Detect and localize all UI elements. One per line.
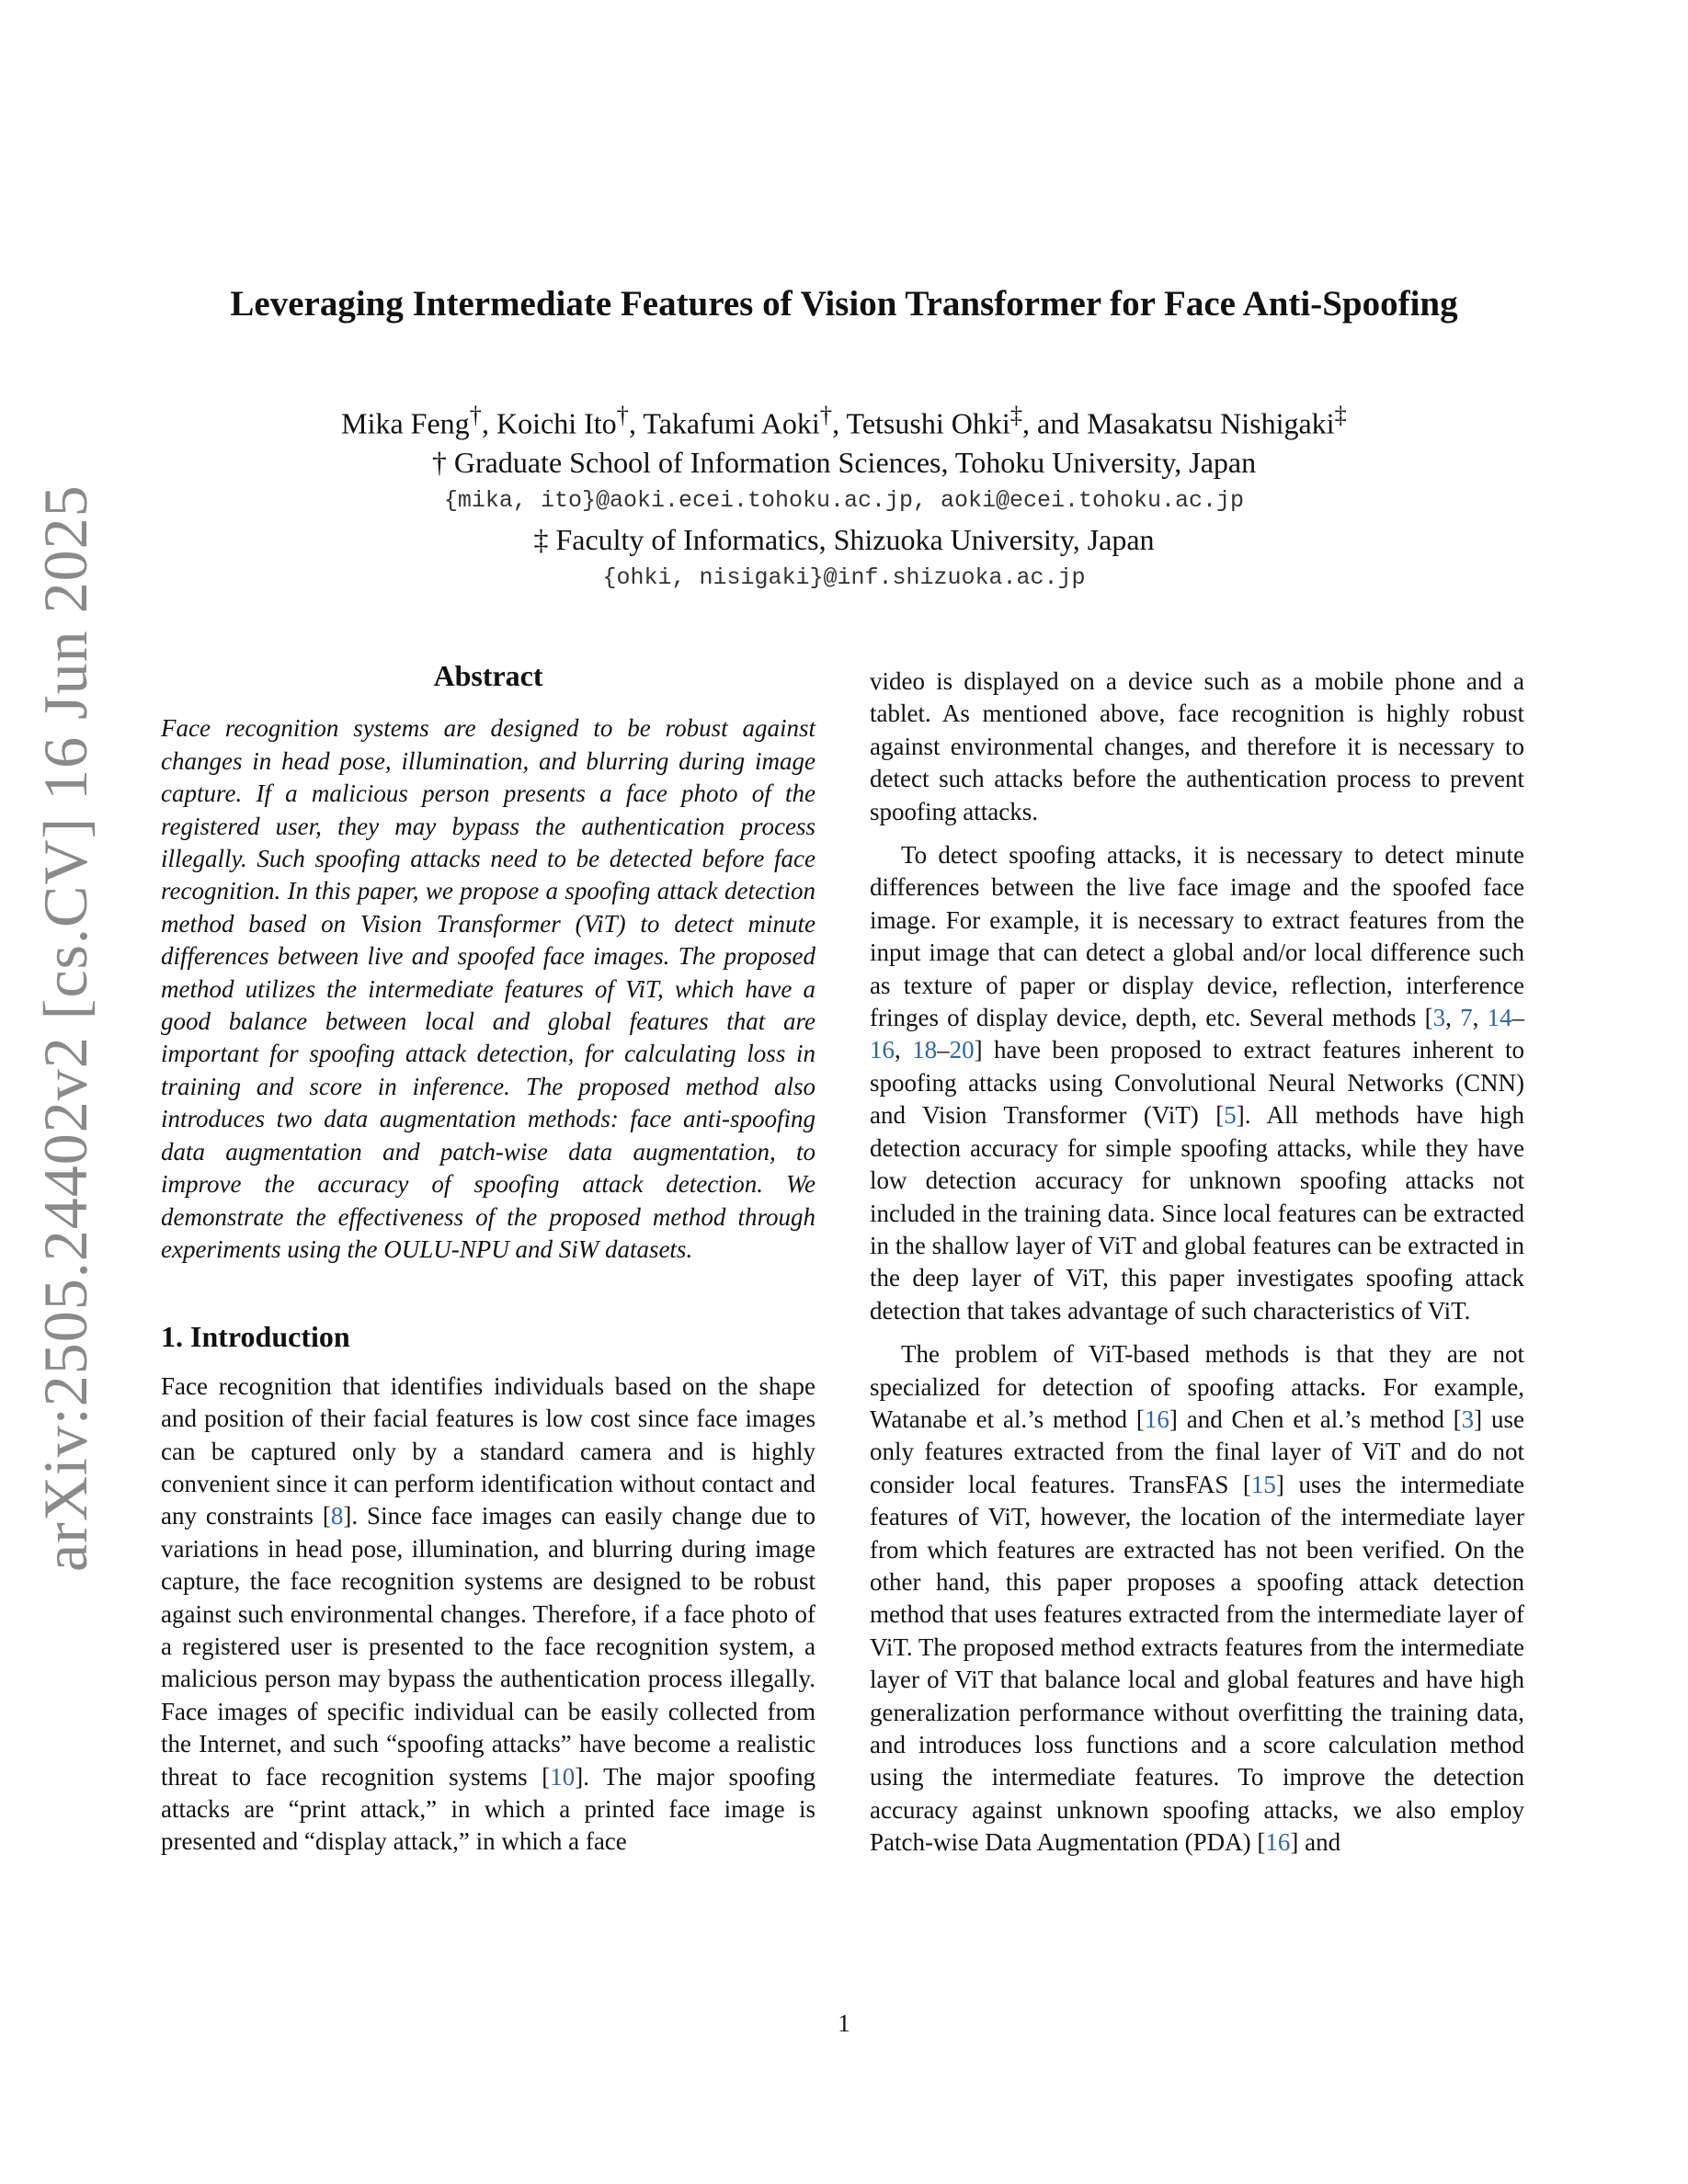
author-conjunction: and [1037,406,1080,440]
citation-link[interactable]: 10 [550,1762,576,1791]
affiliation-mark: † [616,401,629,428]
text-run: ] and Chen et al.’s method [ [1169,1405,1462,1433]
affiliation-shizuoka: ‡ Faculty of Informatics, Shizuoka University, Japan [533,522,1155,556]
affiliation-mark: † [819,401,833,428]
text-run: – [1511,1004,1525,1032]
author-name: Mika Feng [341,406,470,440]
citation-link[interactable]: 16 [870,1036,895,1064]
text-run: ] have been proposed to extract features inherent to spoofing attacks using Convolutional Neural Networks (CNN) and Vision Transformer (ViT) [ [870,1036,1525,1130]
affiliation-mark: ‡ [1009,401,1023,428]
email-list-tohoku: {mika, ito}@aoki.ecei.tohoku.ac.jp, aoki@ecei.tohoku.ac.jp [443,486,1245,514]
citation-link[interactable]: 7 [1460,1004,1473,1032]
text-run: Face recognition that identifies individuals based on the shape and position of their facial features is low cost since face images can be captured only by a standard camera and is highly convenient since it can perform identification without contact and any constraints [ [161,1371,815,1530]
text-run: ] uses the intermediate features of ViT, however, the location of the intermediate layer from which features are extracted has not been verified. On the other hand, this paper proposes a spoofing attack detection method that uses features extracted from the intermediate layer of ViT. The proposed method extracts features from the intermediate layer of ViT that balance local and global features and have high generalization performance without overfitting the training data, and introduces loss functions and a score calculation method using the intermediate features. To improve the detection accuracy against unknown spoofing attacks, we also employ Patch-wise Data Augmentation (PDA) [ [870,1470,1524,1857]
citation-link[interactable]: 3 [1461,1405,1475,1433]
email-list-shizuoka: {ohki, nisigaki}@inf.shizuoka.ac.jp [602,563,1086,591]
introduction-heading: 1. Introduction [161,1320,350,1354]
left-column [161,660,815,1870]
affiliation-mark: † [469,401,482,428]
author-name: Takafumi Aoki [643,406,820,440]
author-name: Masakatsu Nishigaki [1087,406,1335,440]
affiliation-mark: ‡ [1334,401,1347,428]
citation-link[interactable]: 5 [1224,1101,1237,1130]
text-run: The problem of ViT-based methods is that they are not specialized for detection of spoofing attacks. For example, Watanabe et al.’s method [ [870,1340,1524,1433]
right-column [870,665,1524,1871]
author-name: Koichi Ito [496,406,617,440]
abstract-heading: Abstract [433,659,543,692]
text-run: ] use only features extracted from the final layer of ViT and do not consider local features. TransFAS [ [870,1405,1524,1498]
arxiv-identifier: arXiv:2505.24402v2 [cs.CV] 16 Jun 2025 [30,484,100,1572]
text-run: , [895,1036,913,1064]
text-run: ] and [1290,1828,1341,1857]
paper-title: Leveraging Intermediate Features of Vision Transformer for Face Anti-Spoofing [230,284,1458,324]
affiliation-tohoku: † Graduate School of Information Sciences, Tohoku University, Japan [431,445,1257,479]
text-run: – [937,1036,950,1064]
citation-link[interactable]: 15 [1250,1470,1276,1498]
author-name: Tetsushi Ohki [846,406,1010,440]
intro-paragraph [870,839,1524,1327]
text-run: ]. Since face images can easily change due to variations in head pose, illumination, and blurring during image capture, the face recognition systems are designed to be robust against such environmental changes. Therefore, if a face photo of a registered user is presented to the face recognition system, a malicious person may bypass the authentication process illegally. Face images of specific individual can be easily collected from the Internet, and such “spoofing attacks” have become a realistic threat to face recognition systems [ [161,1502,816,1791]
citation-link[interactable]: 8 [330,1502,344,1530]
author-list: Mika Feng†, Koichi Ito†, Takafumi Aoki†, Tetsushi Ohki‡, and Masakatsu Nishigaki‡ [341,401,1347,440]
citation-link[interactable]: 20 [949,1036,975,1064]
intro-paragraph-continued: video is displayed on a device such as a mobile phone and a tablet. As mentioned above, face recognition is highly robust against environmental changes, and therefore it is necessary to detect such attacks before the authentication process to prevent spoofing attacks. [870,667,1524,825]
citation-link[interactable]: 16 [1144,1405,1169,1433]
author-block [0,395,1688,597]
text-run: , [1445,1004,1461,1032]
citation-link[interactable]: 16 [1265,1828,1291,1857]
page-number: 1 [838,2009,850,2037]
intro-paragraph [161,1371,815,1859]
citation-link[interactable]: 14 [1487,1004,1512,1032]
citation-link[interactable]: 3 [1432,1004,1446,1032]
text-run: ]. The major spoofing attacks are “print attack,” in which a printed face image is presented and “display attack,” in which a face [161,1762,815,1856]
text-run: , [1472,1004,1488,1032]
text-run: To detect spoofing attacks, it is necessary to detect minute differences between the live face image and the spoofed face image. For example, it is necessary to extract features from the input image that can detect a global and/or local difference such as texture of paper or display device, reflection, interference fringes of display device, depth, etc. Several methods [ [870,841,1524,1032]
intro-paragraph [870,1338,1524,1860]
abstract-text: Face recognition systems are designed to be robust against changes in head pose, illumination, and blurring during image capture. If a malicious person presents a face photo of the registered user, they may bypass the authentication process illegally. Such spoofing attacks need to be detected before face recognition. In this paper, we propose a spoofing attack detection method based on Vision Transformer (ViT) to detect minute differences between live and spoofed face images. The proposed method utilizes the intermediate features of ViT, which have a good balance between local and global features that are important for spoofing attack detection, for calculating loss in training and score in inference. The proposed method also introduces two data augmentation methods: face anti-spoofing data augmentation and patch-wise data augmentation, to improve the accuracy of spoofing attack detection. We demonstrate the effectiveness of the proposed method through experiments using the OULU-NPU and SiW datasets. [161,714,815,1263]
citation-link[interactable]: 18 [912,1036,938,1064]
text-run: ]. All methods have high detection accuracy for simple spoofing attacks, while they have low detection accuracy for unknown spoofing attacks not included in the training data. Since local features can be extracted in the shallow layer of ViT and global features can be extracted in the deep layer of ViT, this paper investigates spoofing attack detection that takes advantage of such characteristics of ViT. [870,1101,1524,1325]
